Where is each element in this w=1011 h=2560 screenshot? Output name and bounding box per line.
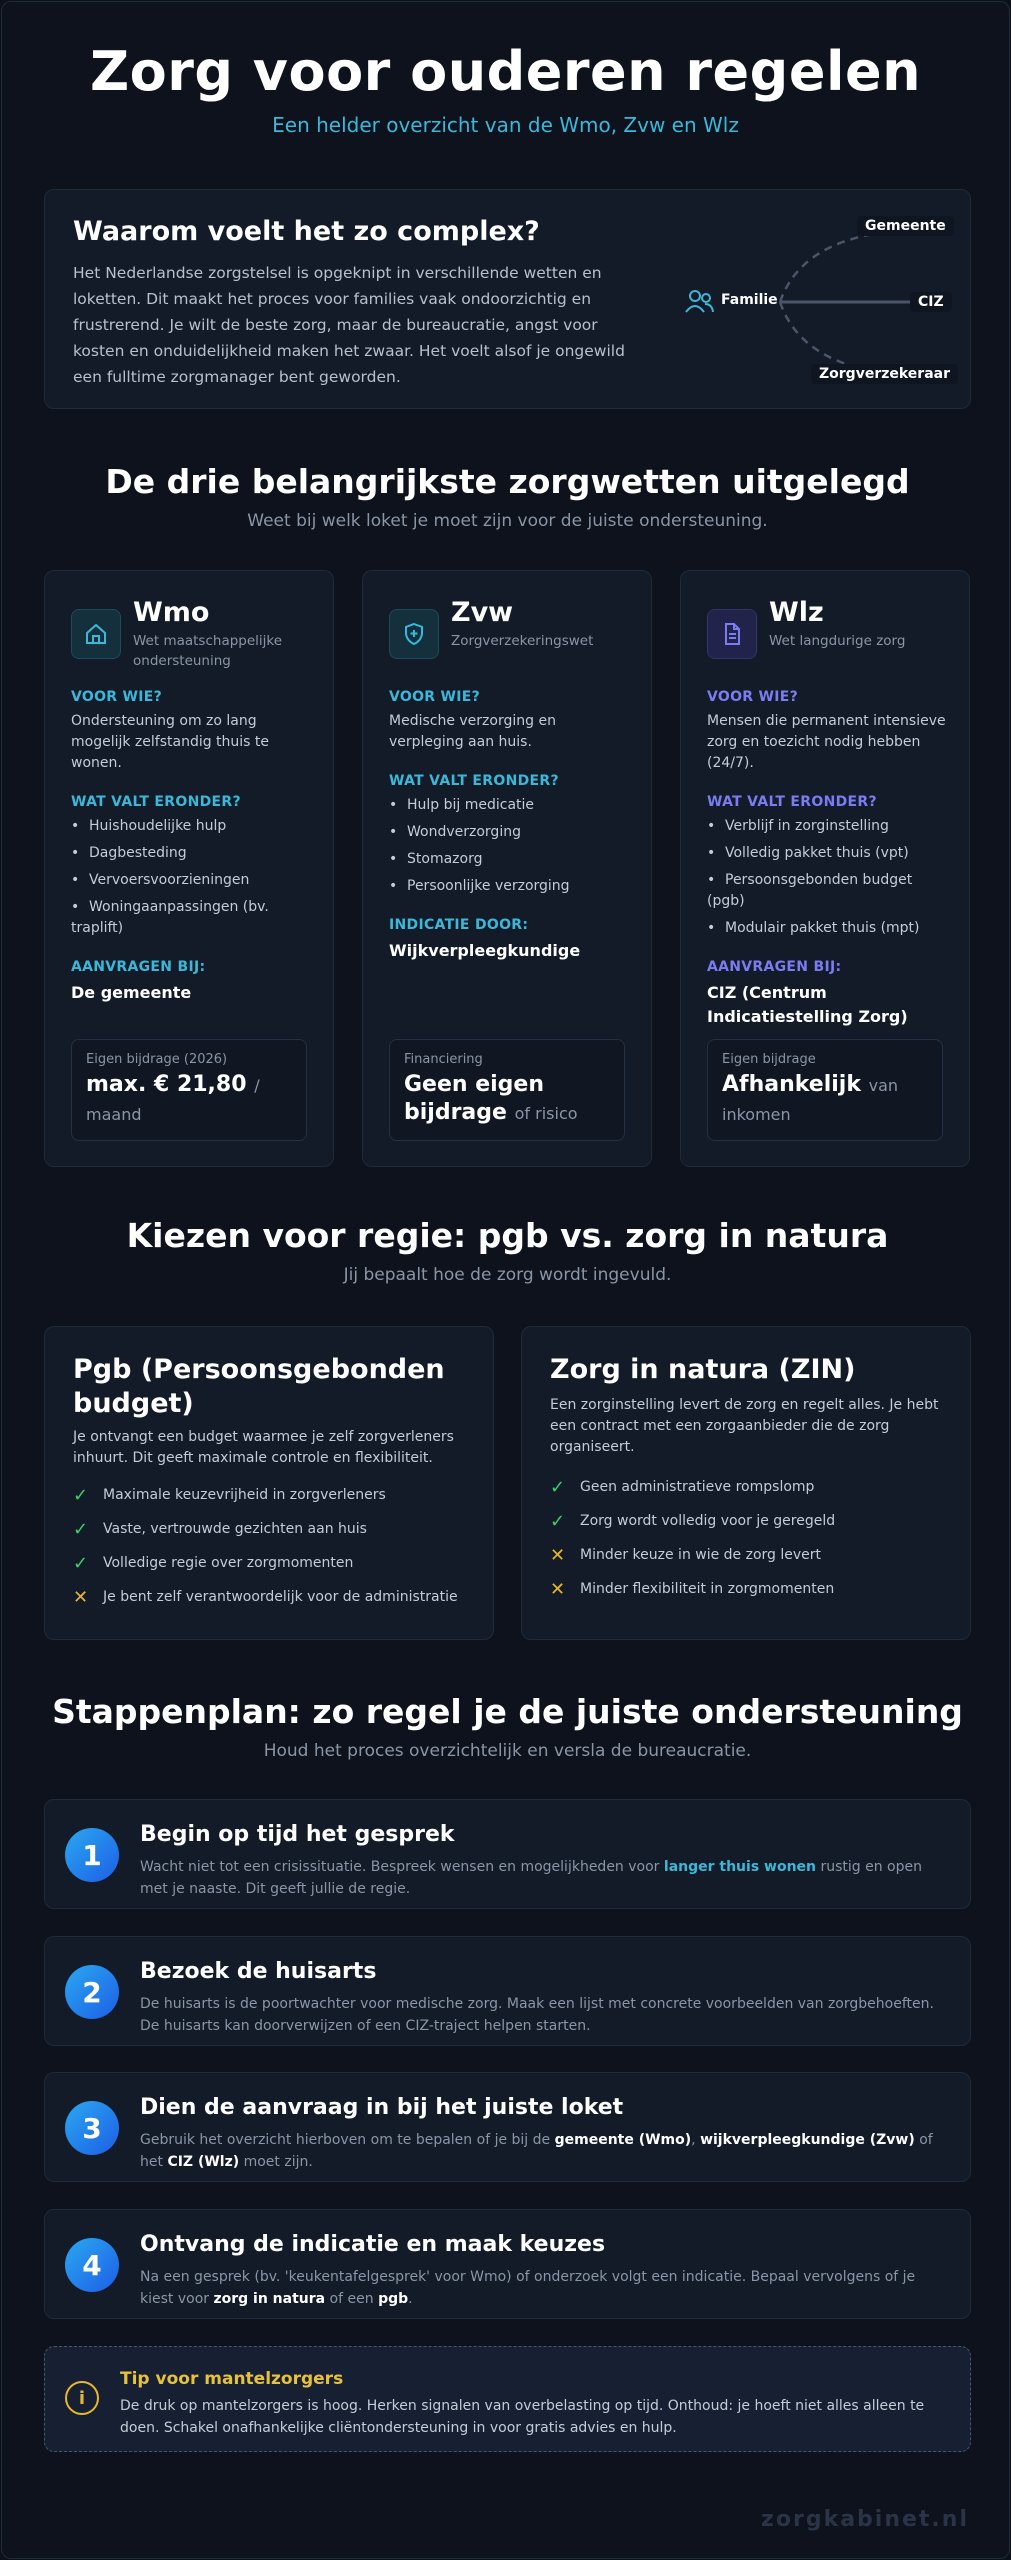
complexity-title: Waarom voelt het zo complex? bbox=[73, 216, 540, 247]
list-item: ✕ Minder flexibiliteit in zorgmomenten bbox=[550, 1579, 835, 1600]
complexity-text: Het Nederlandse zorgstelsel is opgeknipt in verschillende wetten en loketten. Dit maakt het proces voor families vaak ondoorzichtig en frustrerend. Je wilt de beste zorg, maar de bureaucratie, angst voor kosten en onduidelijkheid maken het zwaar. Het voelt alsof je ongewild een fulltime zorgmanager bent geworden. bbox=[73, 264, 625, 386]
step-emphasis: langer thuis wonen bbox=[663, 1859, 817, 1875]
cost-unit: van inkomen bbox=[722, 1076, 899, 1124]
list-item: ✓ Zorg wordt volledig voor je geregeld bbox=[550, 1511, 836, 1532]
where-text: Wijkverpleegkundige bbox=[389, 941, 581, 960]
where-label: AANVRAGEN BIJ: bbox=[71, 959, 206, 975]
what-label: WAT VALT ERONDER? bbox=[389, 773, 559, 789]
pgb-points bbox=[73, 1487, 458, 1623]
document-icon bbox=[707, 609, 757, 659]
step-text: of een bbox=[325, 2291, 379, 2307]
cost-value: Geen eigen bijdrage bbox=[404, 1072, 545, 1125]
step-description bbox=[140, 2266, 950, 2310]
page-title: Zorg voor ouderen regelen bbox=[89, 40, 922, 103]
cross-icon: ✕ bbox=[550, 1579, 566, 1600]
step-description bbox=[140, 2129, 950, 2173]
zin-title: Zorg in natura (ZIN) bbox=[550, 1354, 856, 1385]
list-item: • Verblijf in zorginstelling bbox=[707, 816, 952, 837]
diagram-node-gemeente: Gemeente bbox=[857, 216, 954, 236]
page-subtitle: Een helder overzicht van de Wmo, Zvw en Wlz bbox=[272, 113, 739, 137]
list-item: • Woningaanpassingen (bv. traplift) bbox=[71, 897, 316, 939]
cost-label: Financiering bbox=[404, 1052, 483, 1067]
cost-unit: / maand bbox=[86, 1076, 260, 1124]
list-item: ✓ Vaste, vertrouwde gezichten aan huis bbox=[73, 1519, 367, 1540]
what-label: WAT VALT ERONDER? bbox=[71, 794, 241, 810]
law-card-wmo bbox=[44, 570, 334, 1167]
cost-value: Afhankelijk bbox=[722, 1072, 861, 1097]
laws-section-subtitle: Weet bij welk loket je moet zijn voor de juiste ondersteuning. bbox=[247, 511, 768, 531]
zin-points bbox=[550, 1479, 835, 1615]
diagram-node-zorgverzekeraar: Zorgverzekeraar bbox=[811, 364, 958, 384]
law-full-name: Wet langdurige zorg bbox=[769, 633, 906, 649]
laws-section-header bbox=[2, 462, 1010, 531]
cost-box bbox=[389, 1039, 625, 1141]
who-label: VOOR WIE? bbox=[707, 689, 799, 705]
who-label: VOOR WIE? bbox=[71, 689, 163, 705]
where-text: De gemeente bbox=[71, 983, 192, 1002]
law-name: Wmo bbox=[133, 597, 210, 628]
list-item: • Hulp bij medicatie bbox=[389, 795, 634, 816]
law-name: Zvw bbox=[451, 597, 514, 628]
list-item: • Volledig pakket thuis (vpt) bbox=[707, 843, 952, 864]
info-icon: i bbox=[65, 2381, 99, 2415]
list-item: • Wondverzorging bbox=[389, 822, 634, 843]
where-label: INDICATIE DOOR: bbox=[389, 917, 529, 933]
laws-section-title: De drie belangrijkste zorgwetten uitgelegd bbox=[105, 462, 910, 501]
cost-label: Eigen bijdrage bbox=[722, 1052, 816, 1067]
regie-section-subtitle: Jij bepaalt hoe de zorg wordt ingevuld. bbox=[343, 1265, 672, 1285]
shield-plus-icon bbox=[389, 609, 439, 659]
tip-title: Tip voor mantelzorgers bbox=[120, 2369, 344, 2389]
step-text: Gebruik het overzicht hierboven om te bepalen of je bij de bbox=[140, 2132, 555, 2148]
what-list bbox=[389, 795, 634, 897]
where-label: AANVRAGEN BIJ: bbox=[707, 959, 842, 975]
list-item: ✓ Maximale keuzevrijheid in zorgverleners bbox=[73, 1485, 386, 1506]
step-card bbox=[44, 1936, 971, 2046]
home-icon bbox=[71, 609, 121, 659]
check-icon: ✓ bbox=[550, 1477, 566, 1498]
list-item: • Modulair pakket thuis (mpt) bbox=[707, 918, 952, 939]
pgb-description: Je ontvangt een budget waarmee je zelf zorgverleners inhuurt. Dit geeft maximale controle en flexibiliteit. bbox=[73, 1429, 454, 1466]
zin-description: Een zorginstelling levert de zorg en regelt alles. Je hebt een contract met een zorgaanbieder die de zorg organiseert. bbox=[550, 1397, 939, 1455]
step-text: Na een gesprek (bv. 'keukentafelgesprek' voor Wmo) of onderzoek volgt een indicatie. Bepaal vervolgens of je kiest voor bbox=[140, 2269, 916, 2307]
cost-box bbox=[707, 1039, 943, 1141]
step-emphasis: pgb bbox=[378, 2291, 409, 2307]
pgb-title: Pgb (Persoonsgebonden budget) bbox=[73, 1354, 445, 1419]
list-item: ✕ Je bent zelf verantwoordelijk voor de administratie bbox=[73, 1587, 458, 1608]
steps-section-subtitle: Houd het proces overzichtelijk en versla de bureaucratie. bbox=[263, 1741, 752, 1761]
step-number: 4 bbox=[65, 2238, 119, 2292]
care-network-diagram bbox=[685, 210, 955, 390]
step-title: Ontvang de indicatie en maak keuzes bbox=[140, 2232, 606, 2257]
step-emphasis: wijkverpleegkundige (Zvw) bbox=[700, 2132, 915, 2148]
law-name: Wlz bbox=[769, 597, 824, 628]
cost-value: max. € 21,80 bbox=[86, 1072, 247, 1097]
step-card bbox=[44, 2072, 971, 2182]
hero bbox=[2, 2, 1009, 137]
step-title: Begin op tijd het gesprek bbox=[140, 1822, 455, 1847]
steps-section-title: Stappenplan: zo regel je de juiste ondersteuning bbox=[52, 1692, 963, 1731]
step-text: rustig en open met je naaste. Dit geeft jullie de regie. bbox=[140, 1859, 922, 1897]
list-item: • Huishoudelijke hulp bbox=[71, 816, 316, 837]
list-item: ✓ Volledige regie over zorgmomenten bbox=[73, 1553, 354, 1574]
who-text: Medische verzorging en verpleging aan huis. bbox=[389, 713, 556, 750]
step-emphasis: zorg in natura bbox=[213, 2291, 326, 2307]
list-item: • Persoonlijke verzorging bbox=[389, 876, 634, 897]
step-emphasis: CIZ (Wlz) bbox=[167, 2154, 240, 2170]
law-card-zvw bbox=[362, 570, 652, 1167]
step-text: , bbox=[691, 2132, 701, 2148]
where-text: CIZ (Centrum Indicatiestelling Zorg) bbox=[707, 983, 908, 1026]
tip-text: De druk op mantelzorgers is hoog. Herken signalen van overbelasting op tijd. Onthoud: je hoeft niet alles alleen te doen. Schakel onafhankelijke cliëntondersteuning in voor gratis advies en hulp. bbox=[120, 2398, 925, 2436]
step-number: 2 bbox=[65, 1965, 119, 2019]
step-text: . bbox=[408, 2291, 413, 2307]
what-list bbox=[707, 816, 952, 939]
step-text: of het bbox=[140, 2132, 933, 2170]
pgb-card bbox=[44, 1326, 494, 1640]
step-card bbox=[44, 1799, 971, 1909]
step-text: De huisarts is de poortwachter voor medische zorg. Maak een lijst met concrete voorbeelden van zorgbehoeften. De huisarts kan doorverwijzen of een CIZ-traject helpen starten. bbox=[140, 1996, 934, 2034]
check-icon: ✓ bbox=[550, 1511, 566, 1532]
check-icon: ✓ bbox=[73, 1519, 89, 1540]
step-description bbox=[140, 1856, 950, 1900]
who-text: Ondersteuning om zo lang mogelijk zelfstandig thuis te wonen. bbox=[71, 713, 270, 771]
brand-watermark: zorgkabinet.nl bbox=[761, 2507, 969, 2532]
complexity-panel bbox=[44, 189, 971, 409]
law-full-name: Wet maatschappelijke ondersteuning bbox=[133, 633, 283, 669]
list-item: • Vervoersvoorzieningen bbox=[71, 870, 316, 891]
caregiver-tip bbox=[44, 2346, 971, 2452]
step-emphasis: gemeente (Wmo) bbox=[554, 2132, 692, 2148]
page-frame bbox=[1, 1, 1010, 2559]
law-full-name: Zorgverzekeringswet bbox=[451, 633, 594, 649]
what-label: WAT VALT ERONDER? bbox=[707, 794, 877, 810]
list-item: • Dagbesteding bbox=[71, 843, 316, 864]
check-icon: ✓ bbox=[73, 1553, 89, 1574]
step-title: Dien de aanvraag in bij het juiste loket bbox=[140, 2095, 624, 2120]
cross-icon: ✕ bbox=[73, 1587, 89, 1608]
what-list bbox=[71, 816, 316, 939]
who-label: VOOR WIE? bbox=[389, 689, 481, 705]
zin-card bbox=[521, 1326, 971, 1640]
check-icon: ✓ bbox=[73, 1485, 89, 1506]
steps-section-header bbox=[2, 1692, 1010, 1761]
cost-box bbox=[71, 1039, 307, 1141]
cross-icon: ✕ bbox=[550, 1545, 566, 1566]
who-text: Mensen die permanent intensieve zorg en toezicht nodig hebben (24/7). bbox=[707, 713, 946, 771]
law-card-wlz bbox=[680, 570, 970, 1167]
regie-section-title: Kiezen voor regie: pgb vs. zorg in natura bbox=[126, 1216, 889, 1255]
cost-unit: of risico bbox=[514, 1104, 578, 1123]
step-text: Wacht niet tot een crisissituatie. Bespreek wensen en mogelijkheden voor bbox=[140, 1859, 664, 1875]
list-item: • Stomazorg bbox=[389, 849, 634, 870]
diagram-node-family: Familie bbox=[721, 292, 778, 308]
diagram-node-ciz: CIZ bbox=[910, 292, 952, 312]
step-card bbox=[44, 2209, 971, 2319]
step-description bbox=[140, 1993, 950, 2037]
step-text: moet zijn. bbox=[239, 2154, 313, 2170]
list-item: ✓ Geen administratieve rompslomp bbox=[550, 1477, 815, 1498]
regie-section-header bbox=[2, 1216, 1010, 1285]
step-number: 1 bbox=[65, 1828, 119, 1882]
step-title: Bezoek de huisarts bbox=[140, 1959, 377, 1984]
step-number: 3 bbox=[65, 2101, 119, 2155]
cost-label: Eigen bijdrage (2026) bbox=[86, 1052, 228, 1067]
list-item: • Persoonsgebonden budget (pgb) bbox=[707, 870, 952, 912]
list-item: ✕ Minder keuze in wie de zorg levert bbox=[550, 1545, 822, 1566]
